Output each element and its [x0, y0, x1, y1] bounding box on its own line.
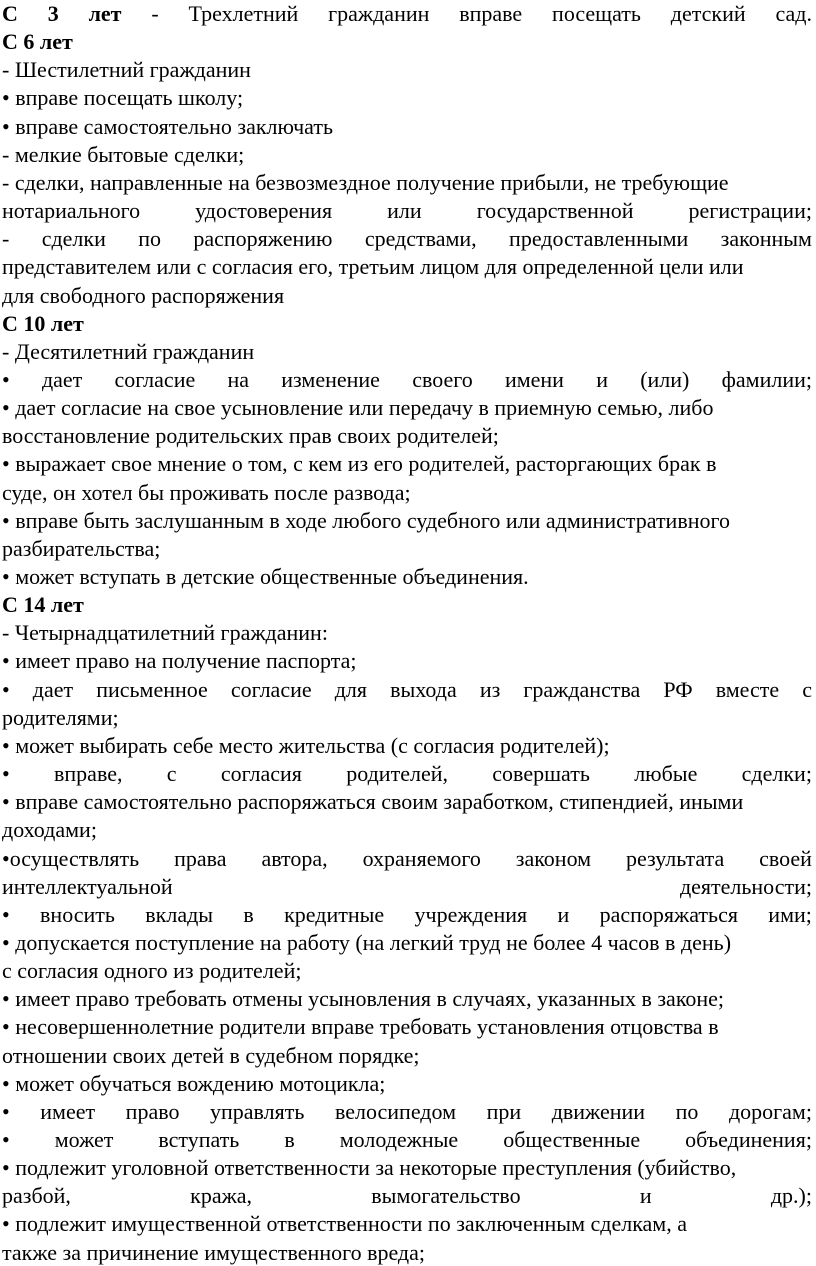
section-heading: С 10 лет: [2, 310, 84, 336]
word: может: [54, 1127, 114, 1152]
text-line: [2, 676, 812, 703]
word: с: [802, 676, 812, 702]
text-line: разбирательства;: [2, 535, 161, 561]
text-line: • вправе посещать школу;: [2, 85, 244, 111]
word: вступать: [158, 1127, 240, 1152]
word: общественные: [503, 1127, 641, 1152]
word: движении: [551, 1098, 646, 1124]
word: дает: [32, 676, 74, 702]
word: согласие: [114, 366, 196, 392]
word: удостоверения: [195, 198, 333, 224]
word: на: [227, 366, 250, 392]
word: вымогательство: [371, 1183, 521, 1209]
word: •осуществлять: [2, 845, 140, 871]
word: сделки;: [741, 761, 812, 787]
word: охраняемого: [362, 845, 481, 871]
text-line: • подлежит имущественной ответственности по заключенным сделкам, а: [2, 1211, 687, 1237]
word: согласие: [230, 676, 312, 702]
text-line: • имеет право на получение паспорта;: [2, 648, 357, 674]
text-line: • может выбирать себе место жительства (с согласия родителей);: [2, 732, 610, 758]
word: посещать: [552, 1, 641, 26]
text-line: • несовершеннолетние родители вправе требовать установления отцовства в: [2, 1014, 719, 1040]
word: права: [174, 845, 227, 871]
section-heading: С 6 лет: [2, 29, 73, 55]
text-line: [2, 845, 812, 872]
word: согласия: [220, 761, 302, 787]
word: дает: [41, 366, 83, 392]
word: С: [2, 1, 18, 26]
word: имеет: [40, 1098, 96, 1124]
word: Трехлетний: [188, 1, 299, 26]
text-line: восстановление родительских прав своих родителей;: [2, 423, 499, 449]
text-line: [2, 197, 812, 224]
word: автора,: [261, 845, 328, 871]
word: родителей,: [346, 761, 448, 787]
text-line: - Четырнадцатилетний гражданин:: [2, 620, 328, 646]
word: 3: [47, 1, 59, 26]
word: и: [639, 1183, 652, 1209]
word: предоставленными: [509, 226, 689, 252]
word: детский: [670, 1, 746, 26]
text-line: родителями;: [2, 704, 119, 730]
text-line: • вправе самостоятельно заключать: [2, 113, 333, 139]
word: •: [2, 1098, 10, 1124]
word: дорогам;: [728, 1098, 812, 1124]
word: •: [2, 366, 10, 392]
text-line: [2, 0, 812, 27]
word: гражданин: [328, 1, 430, 26]
text-line: доходами;: [2, 817, 97, 843]
text-line: [2, 1126, 812, 1153]
word: ими;: [768, 901, 812, 927]
word: др.);: [770, 1183, 812, 1209]
word: для: [334, 676, 367, 702]
word: результата: [626, 845, 725, 871]
text-line: • может вступать в детские общественные объединения.: [2, 564, 529, 589]
word: вместе: [715, 676, 780, 702]
text-line: • дает согласие на свое усыновление или передачу в приемную семью, либо: [2, 395, 714, 421]
word: изменение: [281, 366, 380, 392]
word: по: [138, 226, 161, 252]
word: с: [166, 761, 177, 787]
text-line: • имеет право требовать отмены усыновления в случаях, указанных в законе;: [2, 986, 725, 1012]
text-line: представителем или с согласия его, третьим лицом для определенной цели или: [2, 254, 744, 280]
word: кража,: [190, 1183, 253, 1209]
text-line: - сделки, направленные на безвозмездное получение прибыли, не требующие: [2, 169, 729, 195]
word: •: [2, 676, 10, 702]
word: в: [243, 901, 254, 927]
section-heading: С 14 лет: [2, 592, 84, 618]
word: или: [387, 198, 422, 224]
word: гражданства: [523, 676, 641, 702]
word: средствами,: [364, 226, 477, 252]
word: •: [2, 1127, 10, 1152]
word: письменное: [96, 676, 208, 702]
word: право: [125, 1098, 180, 1124]
text-line: [2, 225, 812, 252]
text-line: • допускается поступление на работу (на легкий труд не более 4 часов в день): [2, 929, 732, 955]
word: распоряжаться: [599, 901, 738, 927]
text-line: [2, 760, 812, 787]
text-line: [2, 901, 812, 928]
word: и: [557, 901, 570, 927]
word: фамилии;: [721, 366, 812, 392]
text-line: • вправе быть заслушанным в ходе любого судебного или административного: [2, 507, 730, 533]
word: сделки: [41, 226, 106, 252]
text-line: • подлежит уголовной ответственности за некоторые преступления (убийство,: [2, 1155, 737, 1181]
word: вклады: [145, 901, 214, 927]
word: законом: [515, 845, 592, 871]
word: и: [596, 366, 608, 392]
word: при: [486, 1098, 522, 1124]
word: сад.: [775, 1, 812, 26]
word: объединения;: [685, 1127, 812, 1152]
text-line: [2, 366, 812, 393]
word: вправе,: [54, 761, 123, 787]
word: РФ: [663, 676, 693, 702]
word: совершать: [492, 761, 590, 787]
word: кредитные: [284, 901, 385, 927]
word: нотариального: [2, 198, 141, 224]
word: распоряжению: [193, 226, 333, 252]
word: в: [284, 1127, 295, 1152]
text-line: [2, 873, 812, 900]
text-line: • вправе самостоятельно распоряжаться своим заработком, стипендией, иными: [2, 789, 744, 815]
word: своего: [412, 366, 473, 392]
word: -: [2, 226, 10, 252]
word: своей: [759, 845, 812, 871]
word: управлять: [210, 1098, 305, 1124]
word: •: [2, 761, 10, 787]
word: имени: [504, 366, 564, 392]
word: законным: [720, 226, 812, 252]
text-line: • выражает свое мнение о том, с кем из его родителей, расторгающих брак в: [2, 451, 717, 477]
word: любые: [634, 761, 698, 787]
word: по: [675, 1098, 699, 1124]
text-line: с согласия одного из родителей;: [2, 958, 302, 984]
word: учреждения: [414, 901, 528, 927]
word: государственной: [476, 198, 634, 224]
text-line: для свободного распоряжения: [2, 282, 285, 308]
word: разбой,: [2, 1183, 71, 1209]
text-line: отношении своих детей в судебном порядке;: [2, 1042, 420, 1068]
text-line: также за причинение имущественного вреда;: [2, 1239, 426, 1265]
text-line: суде, он хотел бы проживать после развода;: [2, 479, 411, 505]
word: лет: [88, 1, 122, 26]
word: выхода: [390, 676, 457, 702]
word: деятельности;: [679, 873, 812, 899]
text-line: - мелкие бытовые сделки;: [2, 141, 245, 167]
word: •: [2, 901, 10, 927]
word: интеллектуальной: [2, 873, 173, 899]
word: вносить: [40, 901, 115, 927]
text-line: [2, 1182, 812, 1209]
word: из: [479, 676, 501, 702]
text-line: • может обучаться вождению мотоцикла;: [2, 1070, 386, 1096]
text-line: - Десятилетний гражданин: [2, 338, 255, 364]
word: регистрации;: [688, 198, 812, 224]
word: молодежные: [339, 1127, 459, 1152]
word: велосипедом: [334, 1098, 457, 1124]
word: вправе: [459, 1, 523, 26]
word: (или): [640, 366, 690, 392]
text-line: [2, 1098, 812, 1125]
text-line: - Шестилетний гражданин: [2, 57, 251, 83]
word: -: [151, 1, 159, 26]
